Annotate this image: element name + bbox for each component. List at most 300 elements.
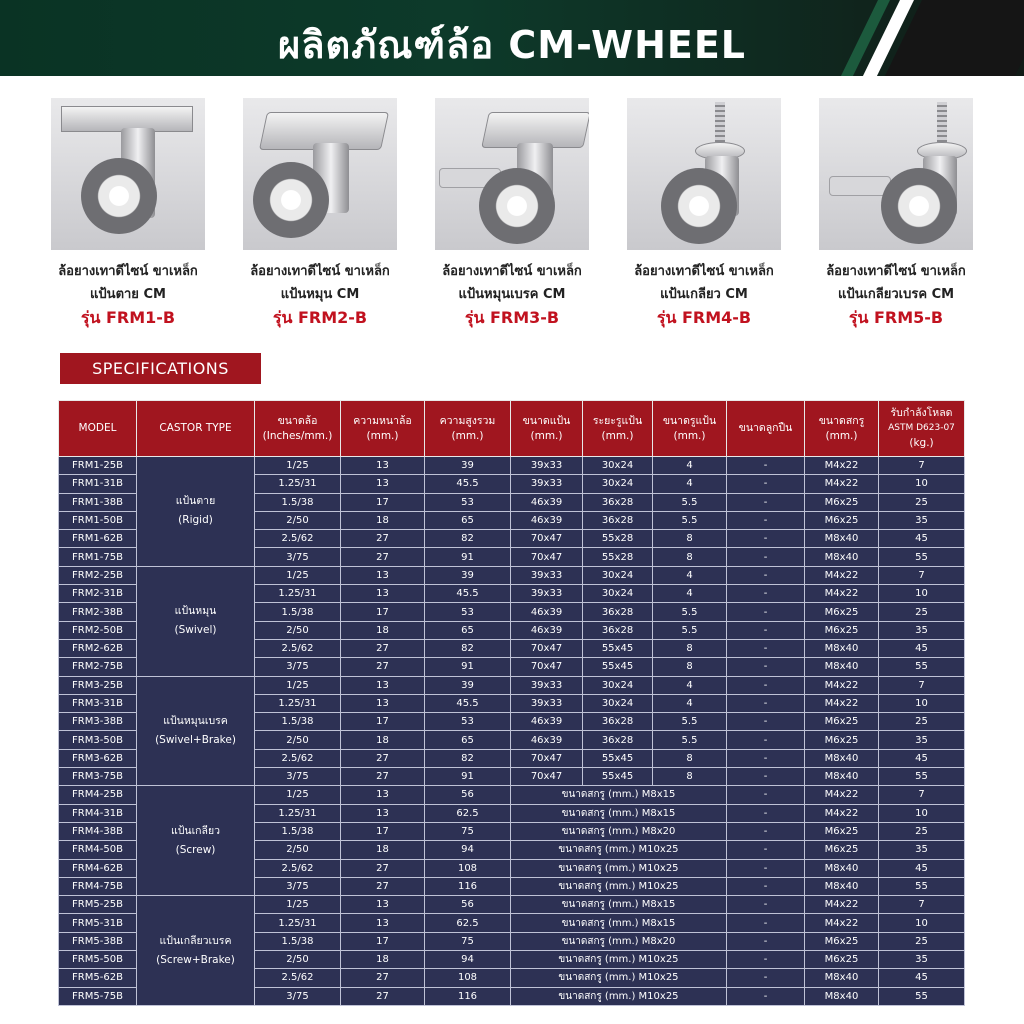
table-cell: 5.5 [653,511,727,529]
table-row [59,566,965,584]
column-header [255,401,341,457]
table-cell: M8x40 [805,548,879,566]
product-model: รุ่น FRM2-B [272,308,368,327]
column-header-text: (kg.) [909,437,934,449]
table-cell: 1.5/38 [255,713,341,731]
table-cell: 55x28 [583,530,653,548]
table-cell: 3/75 [255,987,341,1005]
column-header [879,401,965,457]
table-cell: 45.5 [425,475,511,493]
screw-size-cell: ขนาดสกรู (mm.) M10x25 [511,841,727,859]
table-cell: 2.5/62 [255,749,341,767]
table-cell: 10 [879,585,965,603]
table-cell: 82 [425,530,511,548]
column-header-text: ขนาดรูแป้น [662,414,717,427]
table-cell: - [727,896,805,914]
table-cell: 36x28 [583,493,653,511]
table-cell: 1.25/31 [255,804,341,822]
castor-type-en: (Swivel) [174,624,217,637]
table-cell: - [727,566,805,584]
table-cell: 2/50 [255,841,341,859]
table-cell: M4x22 [805,914,879,932]
table-cell: 39 [425,457,511,475]
column-header-text: ระยะรูแป้น [592,414,643,427]
product-card-frm2 [243,98,397,330]
table-cell: 17 [341,822,425,840]
table-cell: 2/50 [255,951,341,969]
product-card-frm1 [51,98,205,330]
table-cell: 13 [341,475,425,493]
table-cell: 1.5/38 [255,493,341,511]
table-cell: 65 [425,511,511,529]
table-header [59,401,965,457]
column-header-text: ขนาดลูกปืน [738,422,793,434]
table-cell: 45 [879,639,965,657]
table-cell: 30x24 [583,566,653,584]
table-cell: M6x25 [805,822,879,840]
table-cell: 62.5 [425,914,511,932]
table-cell: 27 [341,548,425,566]
table-cell: 46x39 [511,713,583,731]
table-cell: 56 [425,786,511,804]
table-cell: M4x22 [805,457,879,475]
table-cell: 55x45 [583,639,653,657]
table-cell: 27 [341,658,425,676]
column-header-text: ความสูงรวม [439,414,496,427]
table-cell: 2.5/62 [255,639,341,657]
column-header-text: MODEL [78,422,117,434]
table-cell: 1.5/38 [255,822,341,840]
table-cell: 45 [879,749,965,767]
table-cell: 4 [653,566,727,584]
column-header-text: (mm.) [451,429,484,442]
table-cell: 53 [425,493,511,511]
table-cell: 62.5 [425,804,511,822]
column-header-text: ASTM D623-07 [888,423,955,433]
table-cell: - [727,457,805,475]
table-cell: 1/25 [255,896,341,914]
table-cell: - [727,877,805,895]
model-cell: FRM4-75B [59,877,137,895]
table-cell: 5.5 [653,493,727,511]
model-cell: FRM3-62B [59,749,137,767]
table-cell: 13 [341,676,425,694]
table-cell: 1/25 [255,457,341,475]
table-cell: 45 [879,969,965,987]
table-cell: 2/50 [255,511,341,529]
table-cell: - [727,951,805,969]
table-cell: M6x25 [805,603,879,621]
castor-type-en: (Screw) [175,843,216,856]
table-cell: 2/50 [255,621,341,639]
product-image-swivel-caster [243,98,397,250]
table-row [59,457,965,475]
table-cell: 3/75 [255,877,341,895]
table-cell: 75 [425,932,511,950]
table-cell: 30x24 [583,694,653,712]
column-header [805,401,879,457]
table-cell: - [727,822,805,840]
screw-size-cell: ขนาดสกรู (mm.) M10x25 [511,951,727,969]
table-cell: 5.5 [653,603,727,621]
model-cell: FRM5-62B [59,969,137,987]
model-cell: FRM1-38B [59,493,137,511]
table-cell: 10 [879,694,965,712]
table-cell: - [727,658,805,676]
table-cell: - [727,841,805,859]
castor-type-th: แป้นเกลียว [170,824,221,837]
model-cell: FRM1-50B [59,511,137,529]
table-cell: M8x40 [805,969,879,987]
table-cell: 7 [879,896,965,914]
table-cell: 55x45 [583,749,653,767]
table-cell: 35 [879,731,965,749]
table-cell: 46x39 [511,621,583,639]
table-cell: M4x22 [805,896,879,914]
product-name-line2: แป้นเกลียวเบรค CM [837,287,955,302]
table-cell: 13 [341,566,425,584]
table-cell: 91 [425,658,511,676]
table-cell: 30x24 [583,676,653,694]
table-cell: 3/75 [255,768,341,786]
column-header-text: CASTOR TYPE [159,422,232,434]
table-cell: M4x22 [805,676,879,694]
table-cell: 8 [653,548,727,566]
table-cell: 2.5/62 [255,969,341,987]
table-cell: 13 [341,896,425,914]
screw-size-cell: ขนาดสกรู (mm.) M8x15 [511,786,727,804]
table-cell: 7 [879,676,965,694]
column-header-text: ขนาดแป้น [522,414,571,427]
column-header [727,401,805,457]
table-cell: 27 [341,859,425,877]
table-cell: - [727,713,805,731]
table-cell: M8x40 [805,749,879,767]
castor-type-th: แป้นเกลียวเบรค [159,934,232,947]
table-cell: 56 [425,896,511,914]
table-cell: 10 [879,914,965,932]
table-cell: 53 [425,603,511,621]
table-cell: 8 [653,658,727,676]
page-title: ผลิตภัณฑ์ล้อ CM-WHEEL [277,23,747,67]
table-cell: 65 [425,731,511,749]
table-cell: M8x40 [805,768,879,786]
table-cell: 55 [879,658,965,676]
table-cell: 55x45 [583,768,653,786]
product-model: รุ่น FRM4-B [656,308,752,327]
table-cell: - [727,987,805,1005]
table-cell: 39x33 [511,457,583,475]
table-cell: 1/25 [255,566,341,584]
table-cell: 17 [341,932,425,950]
castor-type-cell [137,566,255,676]
table-cell: M6x25 [805,511,879,529]
table-cell: M8x40 [805,859,879,877]
table-cell: 27 [341,768,425,786]
table-cell: 27 [341,987,425,1005]
table-cell: - [727,969,805,987]
column-header [59,401,137,457]
product-image-screw-caster [627,98,781,250]
table-cell: 13 [341,457,425,475]
table-cell: M6x25 [805,841,879,859]
table-cell: 2/50 [255,731,341,749]
table-cell: 39x33 [511,475,583,493]
model-cell: FRM1-75B [59,548,137,566]
specifications-table [58,400,965,1006]
column-header-text: (mm.) [825,429,858,442]
table-cell: 45 [879,530,965,548]
column-header-text: (mm.) [601,429,634,442]
column-header-text: (mm.) [366,429,399,442]
table-cell: 36x28 [583,621,653,639]
table-cell: 17 [341,493,425,511]
table-cell: 25 [879,493,965,511]
table-cell: 17 [341,603,425,621]
table-cell: 35 [879,951,965,969]
model-cell: FRM1-31B [59,475,137,493]
screw-size-cell: ขนาดสกรู (mm.) M8x15 [511,914,727,932]
table-cell: 55 [879,768,965,786]
table-cell: 8 [653,768,727,786]
column-header [425,401,511,457]
table-row [59,676,965,694]
table-cell: 5.5 [653,713,727,731]
table-cell: 46x39 [511,493,583,511]
table-cell: M4x22 [805,786,879,804]
table-cell: 39x33 [511,585,583,603]
product-card-frm4 [627,98,781,330]
table-cell: 36x28 [583,713,653,731]
table-cell: 25 [879,713,965,731]
table-cell: 4 [653,457,727,475]
table-cell: 1.25/31 [255,585,341,603]
table-cell: 3/75 [255,548,341,566]
table-cell: 45 [879,859,965,877]
table-cell: 18 [341,511,425,529]
table-cell: - [727,786,805,804]
table-cell: 2.5/62 [255,859,341,877]
column-header [137,401,255,457]
table-cell: M4x22 [805,585,879,603]
model-cell: FRM3-75B [59,768,137,786]
product-name-line2: แป้นหมุน CM [280,287,360,302]
model-cell: FRM4-31B [59,804,137,822]
model-cell: FRM3-50B [59,731,137,749]
table-cell: 65 [425,621,511,639]
table-cell: M4x22 [805,694,879,712]
model-cell: FRM5-31B [59,914,137,932]
specifications-badge: SPECIFICATIONS [60,353,261,384]
product-name-line2: แป้นหมุนเบรค CM [458,287,566,302]
table-cell: M8x40 [805,658,879,676]
table-cell: 94 [425,841,511,859]
table-cell: 18 [341,841,425,859]
table-cell: 10 [879,475,965,493]
table-cell: 18 [341,951,425,969]
model-cell: FRM4-62B [59,859,137,877]
table-cell: - [727,694,805,712]
table-cell: M6x25 [805,493,879,511]
table-cell: 108 [425,969,511,987]
model-cell: FRM2-25B [59,566,137,584]
table-cell: 27 [341,969,425,987]
table-cell: 18 [341,621,425,639]
castor-type-cell [137,676,255,786]
table-cell: 1.5/38 [255,603,341,621]
table-cell: 4 [653,676,727,694]
table-cell: 1/25 [255,786,341,804]
model-cell: FRM5-25B [59,896,137,914]
table-cell: M8x40 [805,987,879,1005]
table-cell: 39x33 [511,676,583,694]
table-cell: 2.5/62 [255,530,341,548]
table-cell: 39 [425,566,511,584]
castor-type-cell [137,896,255,1006]
table-cell: M4x22 [805,475,879,493]
table-cell: 70x47 [511,749,583,767]
product-image-swivel-brake-caster [435,98,589,250]
table-cell: 13 [341,914,425,932]
product-model: รุ่น FRM1-B [80,308,176,327]
table-cell: 39 [425,676,511,694]
table-cell: 25 [879,822,965,840]
model-cell: FRM2-75B [59,658,137,676]
table-cell: - [727,859,805,877]
screw-size-cell: ขนาดสกรู (mm.) M10x25 [511,969,727,987]
table-cell: - [727,548,805,566]
product-model: รุ่น FRM5-B [848,308,944,327]
table-cell: - [727,475,805,493]
table-cell: 30x24 [583,475,653,493]
column-header [653,401,727,457]
table-cell: 39x33 [511,566,583,584]
table-cell: - [727,530,805,548]
model-cell: FRM3-38B [59,713,137,731]
table-cell: 36x28 [583,731,653,749]
table-cell: 70x47 [511,530,583,548]
table-cell: 4 [653,694,727,712]
column-header-text: ขนาดล้อ [277,414,318,427]
model-cell: FRM4-25B [59,786,137,804]
product-name-line1: ล้อยางเทาดีไซน์ ขาเหล็ก [442,264,582,279]
column-header-text: (Inches/mm.) [262,429,333,442]
table-cell: 13 [341,786,425,804]
table-cell: 46x39 [511,511,583,529]
table-cell: 116 [425,987,511,1005]
product-name-line2: แป้นตาย CM [90,287,166,302]
table-cell: 13 [341,804,425,822]
column-header [341,401,425,457]
table-cell: M6x25 [805,713,879,731]
product-image-rigid-caster [51,98,205,250]
table-cell: - [727,511,805,529]
table-cell: 13 [341,585,425,603]
product-name-line2: แป้นเกลียว CM [660,287,748,302]
screw-size-cell: ขนาดสกรู (mm.) M8x15 [511,896,727,914]
model-cell: FRM3-25B [59,676,137,694]
table-cell: 70x47 [511,548,583,566]
table-cell: 3/75 [255,658,341,676]
column-header [583,401,653,457]
table-cell: 27 [341,749,425,767]
table-cell: 55x28 [583,548,653,566]
table-cell: M6x25 [805,621,879,639]
table-cell: 36x28 [583,511,653,529]
table-cell: 108 [425,859,511,877]
table-cell: 30x24 [583,585,653,603]
table-cell: 94 [425,951,511,969]
table-cell: 27 [341,639,425,657]
table-cell: M4x22 [805,566,879,584]
table-cell: 70x47 [511,768,583,786]
model-cell: FRM3-31B [59,694,137,712]
table-cell: 18 [341,731,425,749]
table-cell: 1.5/38 [255,932,341,950]
table-cell: 7 [879,566,965,584]
table-cell: 45.5 [425,694,511,712]
table-cell: 55 [879,548,965,566]
model-cell: FRM5-75B [59,987,137,1005]
table-cell: 55x45 [583,658,653,676]
table-cell: 53 [425,713,511,731]
table-cell: 45.5 [425,585,511,603]
table-cell: 17 [341,713,425,731]
table-cell: M8x40 [805,530,879,548]
table-cell: - [727,731,805,749]
screw-size-cell: ขนาดสกรู (mm.) M10x25 [511,859,727,877]
table-cell: 46x39 [511,731,583,749]
table-cell: 1.25/31 [255,475,341,493]
product-name-line1: ล้อยางเทาดีไซน์ ขาเหล็ก [634,264,774,279]
table-cell: 10 [879,804,965,822]
model-cell: FRM5-50B [59,951,137,969]
table-cell: M4x22 [805,804,879,822]
product-model: รุ่น FRM3-B [464,308,560,327]
table-cell: M6x25 [805,951,879,969]
table-cell: 8 [653,639,727,657]
table-cell: 35 [879,621,965,639]
table-cell: 1.25/31 [255,694,341,712]
table-cell: 13 [341,694,425,712]
table-cell: 4 [653,585,727,603]
column-header-text: (mm.) [673,429,706,442]
header-banner [0,0,1024,76]
model-cell: FRM1-25B [59,457,137,475]
table-row [59,786,965,804]
table-cell: 91 [425,548,511,566]
table-cell: - [727,914,805,932]
table-cell: 36x28 [583,603,653,621]
table-cell: - [727,603,805,621]
table-cell: 82 [425,639,511,657]
table-cell: 1/25 [255,676,341,694]
model-cell: FRM2-50B [59,621,137,639]
model-cell: FRM2-38B [59,603,137,621]
table-cell: 35 [879,841,965,859]
table-cell: 91 [425,768,511,786]
table-cell: 27 [341,877,425,895]
model-cell: FRM2-31B [59,585,137,603]
table-cell: - [727,585,805,603]
table-cell: - [727,676,805,694]
model-cell: FRM4-38B [59,822,137,840]
table-cell: 27 [341,530,425,548]
screw-size-cell: ขนาดสกรู (mm.) M8x20 [511,822,727,840]
castor-type-th: แป้นตาย [175,495,216,508]
table-cell: 46x39 [511,603,583,621]
table-cell: 70x47 [511,658,583,676]
